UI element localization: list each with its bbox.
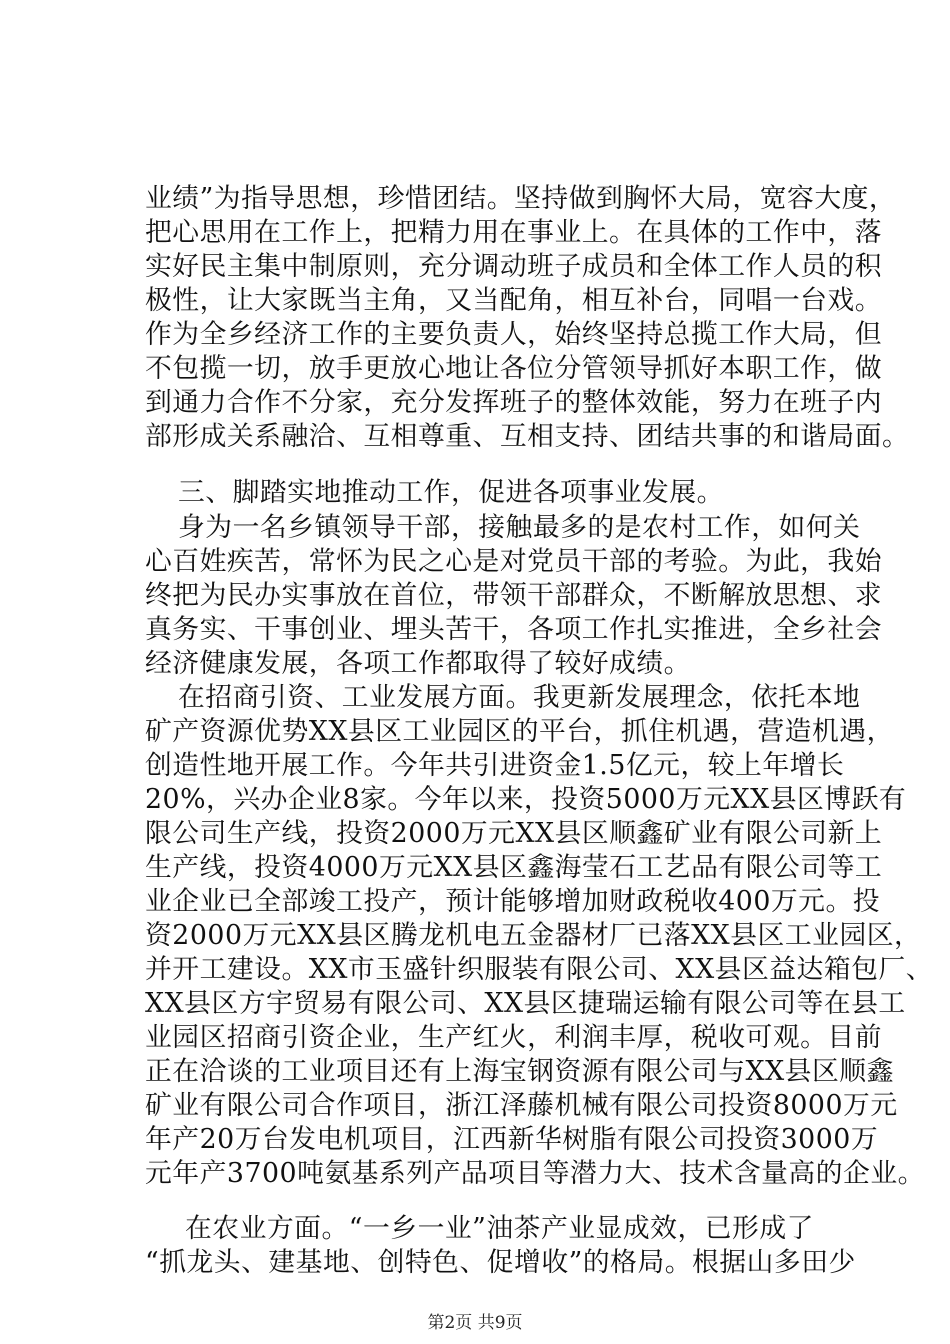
body-line: 元年产3700吨氨基系列产品项目等潜力大、技术含量高的企业。 (145, 1158, 925, 1189)
body-line: 资2000万元XX县区腾龙机电五金器材厂已落XX县区工业园区， (145, 920, 922, 951)
body-line: 业企业已全部竣工投产，预计能够增加财政税收400万元。投 (145, 886, 881, 917)
body-line: XX县区方宇贸易有限公司、XX县区捷瑞运输有限公司等在县工 (145, 988, 906, 1019)
body-line: 20%，兴办企业8家。今年以来，投资5000万元XX县区博跃有 (145, 784, 907, 815)
body-line: 终把为民办实事放在首位，带领干部群众，不断解放思想、求 (145, 580, 883, 611)
body-line: 业园区招商引资企业，生产红火，利润丰厚，税收可观。目前 (145, 1022, 883, 1053)
body-line: 极性，让大家既当主角，又当配角，相互补台，同唱一台戏。 (145, 285, 883, 316)
body-line: 在招商引资、工业发展方面。我更新发展理念，依托本地 (178, 682, 861, 713)
body-line: 经济健康发展，各项工作都取得了较好成绩。 (145, 648, 691, 679)
body-line: 实好民主集中制原则，充分调动班子成员和全体工作人员的积 (145, 251, 883, 282)
body-line: 不包揽一切，放手更放心地让各位分管领导抓好本职工作，做 (145, 353, 883, 384)
body-line: 矿业有限公司合作项目，浙江泽藤机械有限公司投资8000万元 (145, 1090, 898, 1121)
body-line: 创造性地开展工作。今年共引进资金1.5亿元，较上年增长 (145, 750, 845, 781)
body-line: 身为一名乡镇领导干部，接触最多的是农村工作，如何关 (178, 512, 861, 543)
body-line: 正在洽谈的工业项目还有上海宝钢资源有限公司与XX县区顺鑫 (145, 1056, 894, 1087)
body-line: 生产线，投资4000万元XX县区鑫海莹石工艺品有限公司等工 (145, 852, 883, 883)
body-line: 在农业方面。“一乡一业”油茶产业显成效，已形成了 (185, 1213, 814, 1244)
body-line: 到通力合作不分家，充分发挥班子的整体效能，努力在班子内 (145, 387, 883, 418)
body-line: “抓龙头、建基地、创特色、促增收”的格局。根据山多田少 (145, 1247, 856, 1278)
body-line: 心百姓疾苦，常怀为民之心是对党员干部的考验。为此，我始 (145, 546, 883, 577)
body-line: 作为全乡经济工作的主要负责人，始终坚持总揽工作大局，但 (145, 319, 883, 350)
body-line: 限公司生产线，投资2000万元XX县区顺鑫矿业有限公司新上 (145, 818, 883, 849)
body-line: 业绩”为指导思想，珍惜团结。坚持做到胸怀大局，宽容大度， (145, 183, 897, 214)
body-line: 把心思用在工作上，把精力用在事业上。在具体的工作中，落 (145, 217, 883, 248)
body-line: 部形成关系融洽、互相尊重、互相支持、团结共事的和谐局面。 (145, 421, 910, 452)
body-line: 年产20万台发电机项目，江西新华树脂有限公司投资3000万 (145, 1124, 879, 1155)
body-line: 真务实、干事创业、埋头苦干，各项工作扎实推进，全乡社会 (145, 614, 883, 645)
body-line: 并开工建设。XX市玉盛针织服装有限公司、XX县区益达箱包厂、 (145, 954, 934, 985)
page-footer: 第2页 共9页 (427, 1313, 523, 1333)
body-line: 矿产资源优势XX县区工业园区的平台，抓住机遇，营造机遇， (145, 716, 894, 747)
section-heading: 三、脚踏实地推动工作，促进各项事业发展。 (178, 477, 724, 508)
